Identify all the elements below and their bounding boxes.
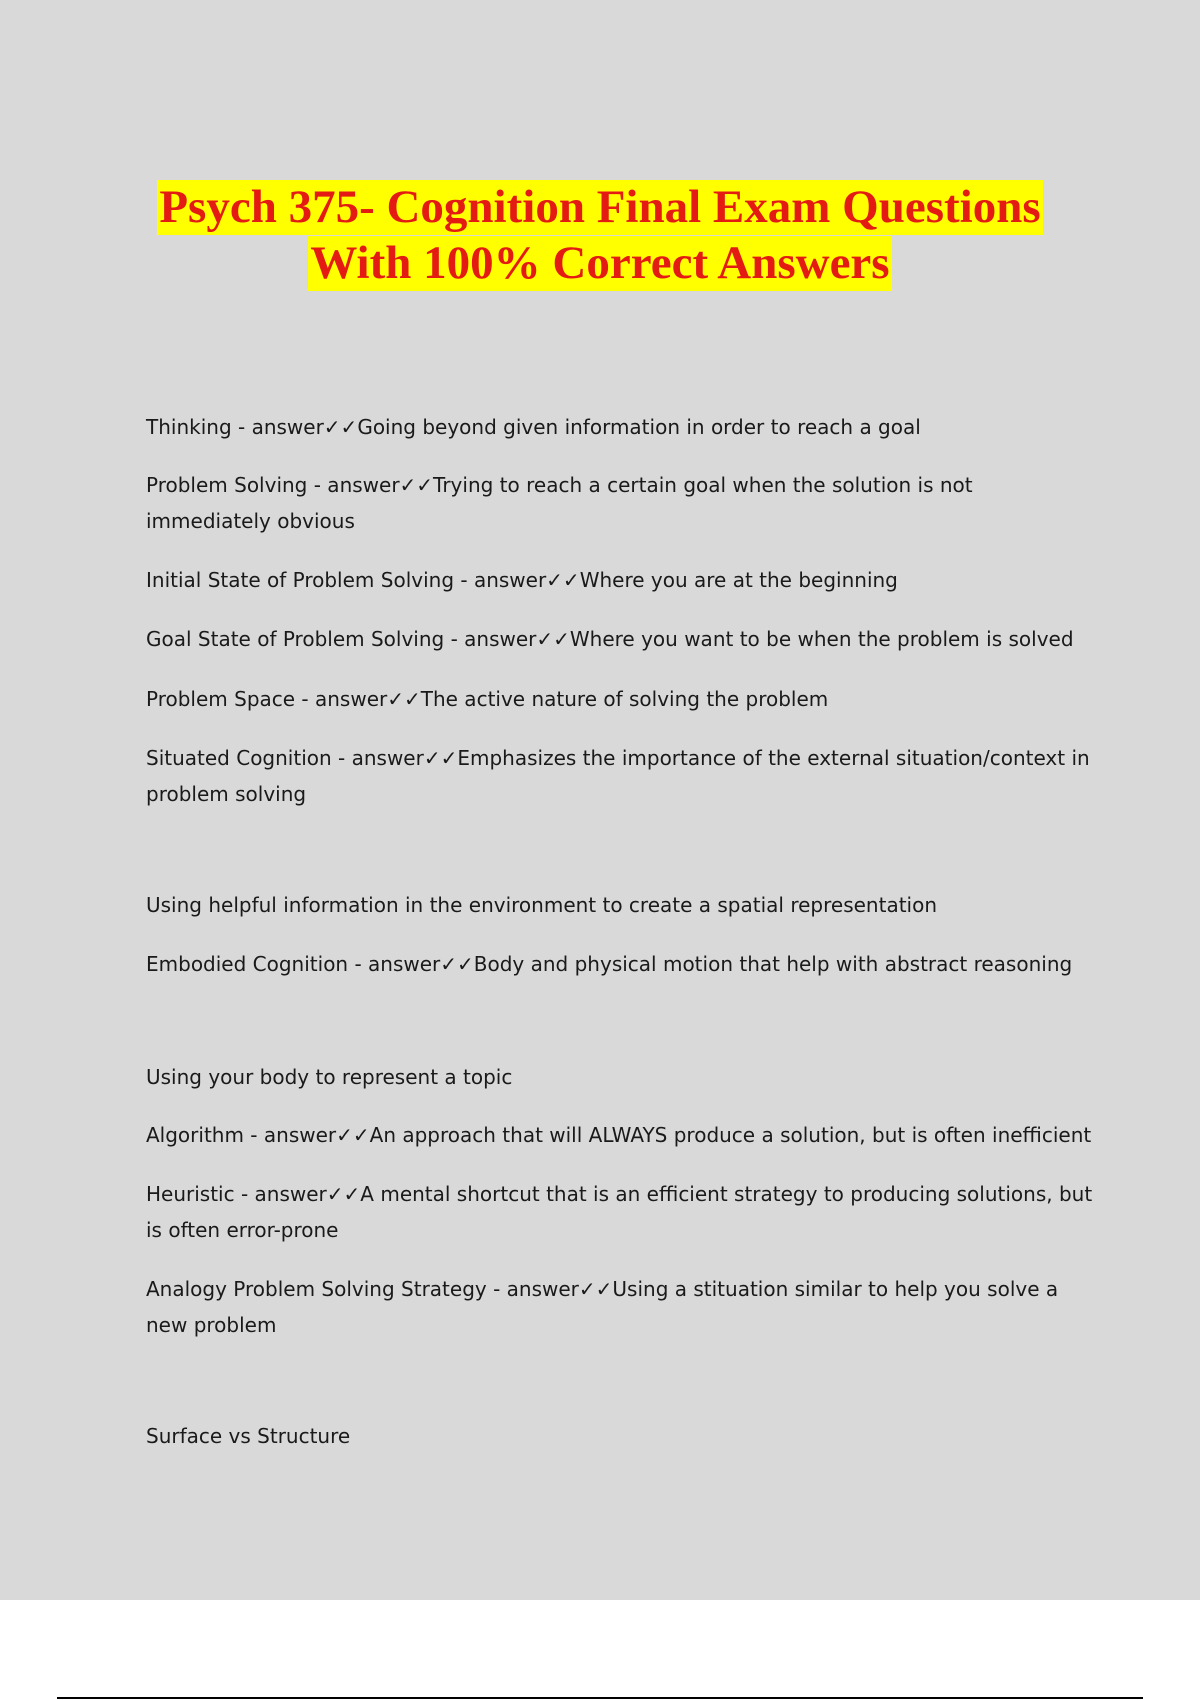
entry-situated-cognition-example: Using helpful information in the environment to create a spatial representation [146, 893, 938, 917]
entry-heuristic: Heuristic - answer✓✓A mental shortcut that is an efficient strategy to producing solutions, but is often error-prone [146, 1182, 1093, 1242]
entry-embodied-cognition-example: Using your body to represent a topic [146, 1065, 513, 1089]
footer-divider [57, 1697, 1143, 1699]
entry-thinking: Thinking - answer✓✓Going beyond given information in order to reach a goal [146, 415, 921, 439]
entry-problem-solving: Problem Solving - answer✓✓Trying to reach a certain goal when the solution is not immediately obvious [146, 473, 973, 533]
entry-analogy-strategy: Analogy Problem Solving Strategy - answer✓✓Using a stituation similar to help you solve a new problem [146, 1277, 1059, 1337]
entry-surface-vs-structure: Surface vs Structure [146, 1424, 351, 1448]
title-line-1: Psych 375- Cognition Final Exam Questions [159, 181, 1041, 233]
entry-algorithm: Algorithm - answer✓✓An approach that will ALWAYS produce a solution, but is often inefficient [146, 1123, 1092, 1147]
title-line-2: With 100% Correct Answers [310, 237, 890, 289]
document-title [0, 180, 1200, 292]
entry-initial-state: Initial State of Problem Solving - answer✓✓Where you are at the beginning [146, 568, 898, 592]
entry-situated-cognition: Situated Cognition - answer✓✓Emphasizes the importance of the external situation/context in problem solving [146, 746, 1090, 806]
entry-embodied-cognition: Embodied Cognition - answer✓✓Body and physical motion that help with abstract reasoning [146, 952, 1073, 976]
entry-goal-state: Goal State of Problem Solving - answer✓✓Where you want to be when the problem is solved [146, 627, 1074, 651]
entry-problem-space: Problem Space - answer✓✓The active nature of solving the problem [146, 687, 829, 711]
